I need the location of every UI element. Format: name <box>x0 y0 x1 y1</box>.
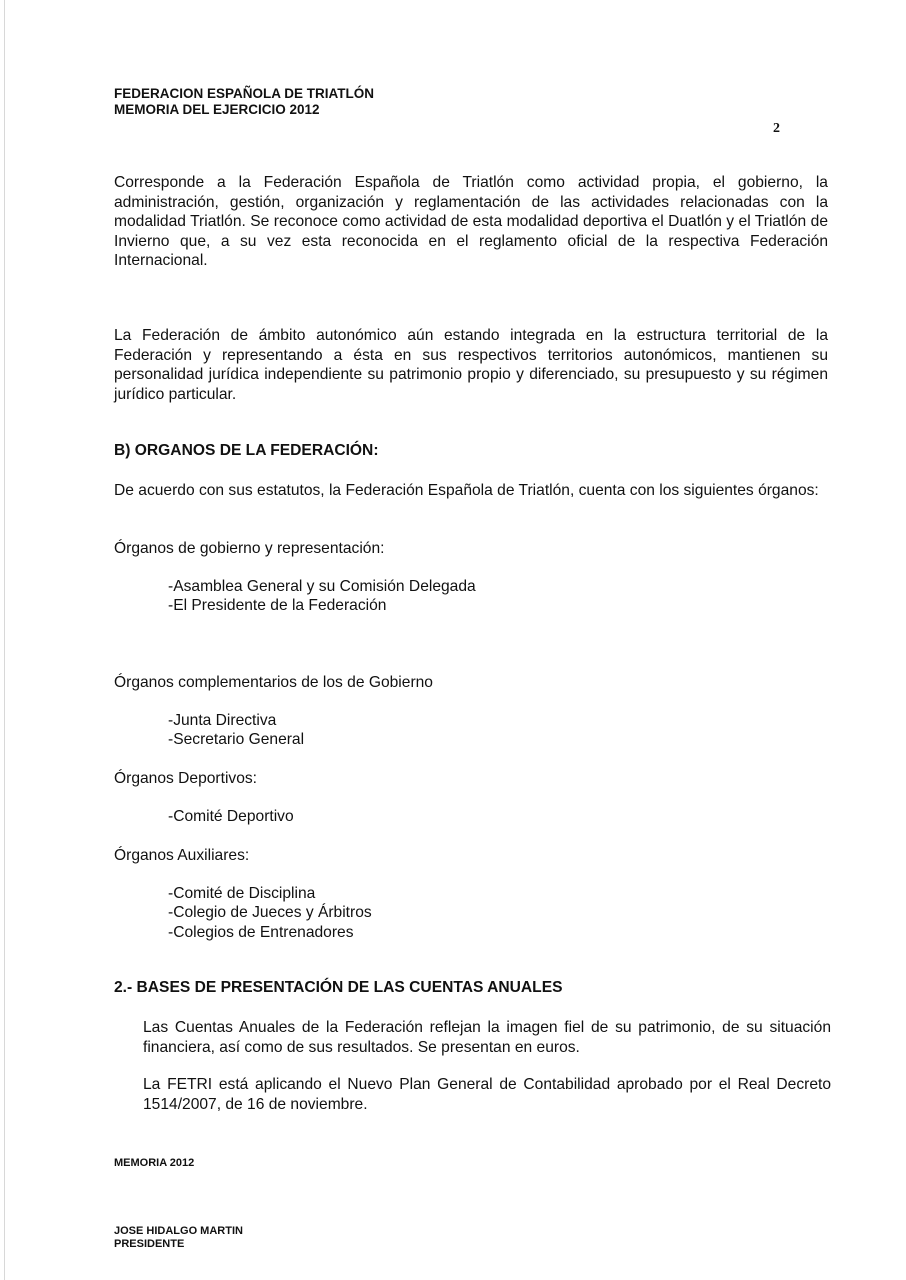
signatory-name: JOSE HIDALGO MARTIN <box>114 1225 243 1237</box>
list-item: -Colegios de Entrenadores <box>168 923 354 941</box>
document-header <box>114 86 374 118</box>
group-title-deportivos: Órganos Deportivos: <box>114 770 258 787</box>
list-item: -El Presidente de la Federación <box>168 597 387 615</box>
list-deportivos <box>168 807 294 826</box>
paragraph-autonomic: La Federación de ámbito autonómico aún estando integrada en la estructura territorial de la Federación y representando a ésta en sus respectivos territorios autonómicos, mantienen su personalidad jurídica independiente su patrimonio propio y diferenciado, su presupuesto y su régimen jurídico particular. <box>114 327 828 403</box>
group-title-gobierno: Órganos de gobierno y representación: <box>114 540 385 557</box>
page-number: 2 <box>773 121 780 136</box>
list-item: -Junta Directiva <box>168 712 277 729</box>
signatory-role: PRESIDENTE <box>114 1238 185 1250</box>
heading-organos: B) ORGANOS DE LA FEDERACIÓN: <box>114 442 379 459</box>
group-title-complementarios: Órganos complementarios de los de Gobierno <box>114 674 433 691</box>
group-title-auxiliares: Órganos Auxiliares: <box>114 847 250 864</box>
list-auxiliares <box>168 884 372 942</box>
footer-memoria: MEMORIA 2012 <box>114 1157 195 1169</box>
paragraph-activity: Corresponde a la Federación Española de Triatlón como actividad propia, el gobierno, la administración, gestión, organización y reglamentación de las actividades relacionadas con la modalidad Triatlón. Se reconoce como actividad de esta modalidad deportiva el Duatlón y el Triatlón de Invierno que, a su vez esta reconocida en el reglamento oficial de la respectiva Federación Internacional. <box>114 174 828 269</box>
list-gobierno <box>168 577 476 616</box>
footer-signatory <box>114 1225 243 1251</box>
paragraph-plan-contabilidad: La FETRI está aplicando el Nuevo Plan General de Contabilidad aprobado por el Real Decreto 1514/2007, de 16 de noviembre. <box>143 1076 831 1113</box>
header-subtitle: MEMORIA DEL EJERCICIO 2012 <box>114 102 320 117</box>
heading-bases-presentacion: 2.- BASES DE PRESENTACIÓN DE LAS CUENTAS ANUALES <box>114 979 563 996</box>
list-item: -Comité de Disciplina <box>168 885 316 902</box>
paragraph-cuentas-anuales: Las Cuentas Anuales de la Federación reflejan la imagen fiel de su patrimonio, de su situación financiera, así como de sus resultados. Se presentan en euros. <box>143 1019 831 1056</box>
list-item: -Comité Deportivo <box>168 808 294 825</box>
paragraph-estatutos: De acuerdo con sus estatutos, la Federación Española de Triatlón, cuenta con los siguientes órganos: <box>114 482 819 499</box>
page-edge-line <box>4 0 5 1280</box>
list-item: -Secretario General <box>168 731 305 749</box>
list-complementarios <box>168 711 304 750</box>
list-item: -Asamblea General y su Comisión Delegada <box>168 578 476 595</box>
list-item: -Colegio de Jueces y Árbitros <box>168 904 372 922</box>
header-organization: FEDERACION ESPAÑOLA DE TRIATLÓN <box>114 86 375 101</box>
